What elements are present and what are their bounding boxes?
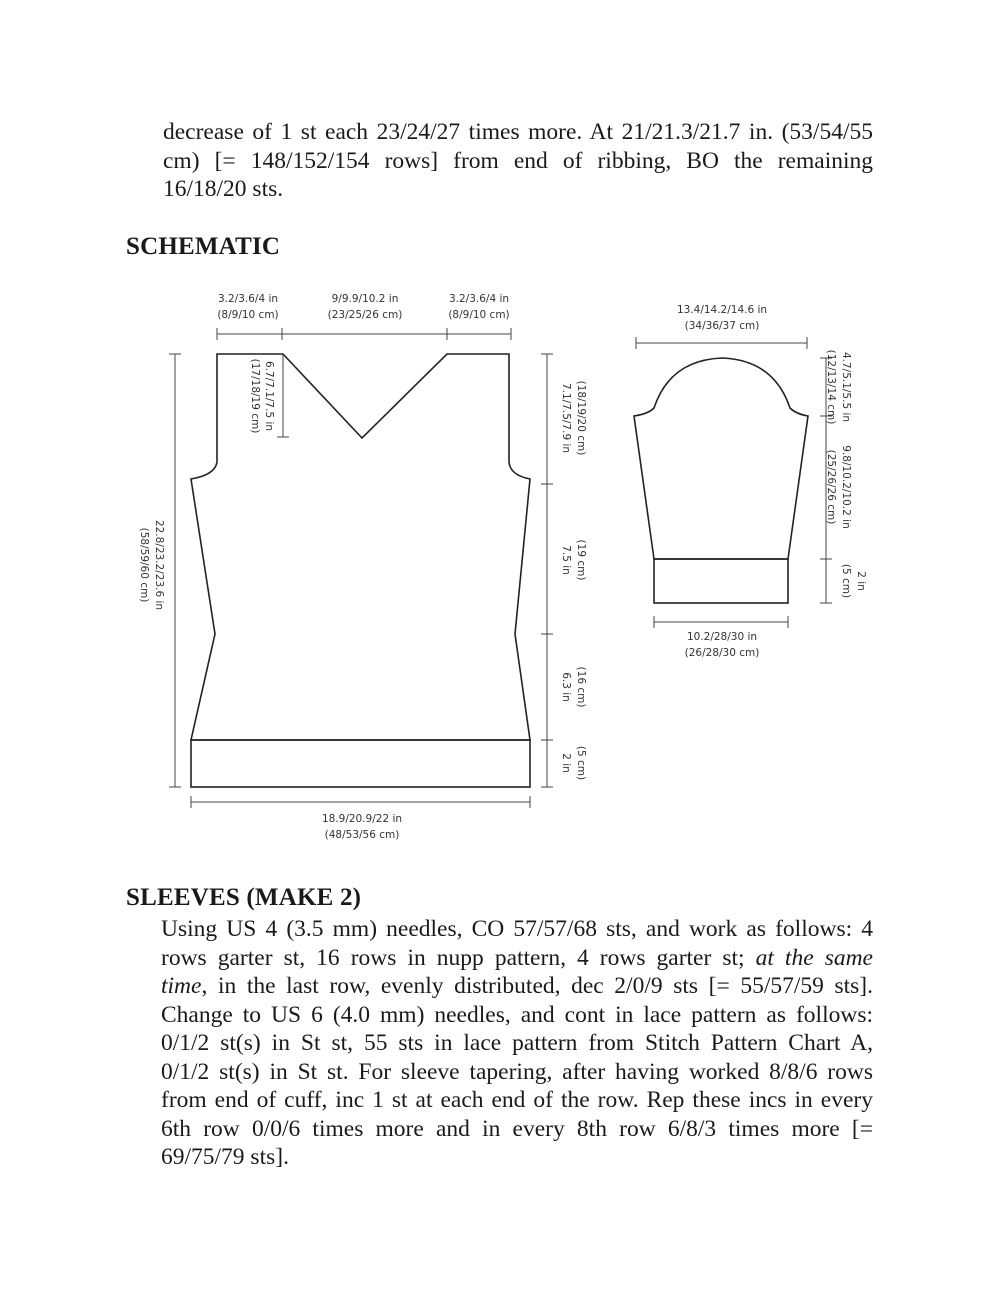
label-ribbing-cm: (5 cm) — [575, 745, 587, 781]
schematic-figure — [0, 280, 1000, 880]
text-line: 0/1/2 st(s) in St st, 55 sts in lace pattern from Stitch Pattern Chart A, — [161, 1030, 873, 1056]
body-ribbing — [191, 740, 530, 787]
text-line: Change to US 6 (4.0 mm) needles, and cont in lace pattern as follows: — [161, 1001, 873, 1028]
sleeves-heading: SLEEVES (MAKE 2) — [126, 884, 362, 911]
label-top-left-in: 3.2/3.6/4 in — [217, 293, 279, 305]
text-line: Using US 4 (3.5 mm) needles, CO 57/57/68 sts, and work as follows: 4 — [161, 916, 873, 942]
label-lower-body-in: 6.3 in — [560, 672, 572, 702]
label-bottom-width-cm: (48/53/56 cm) — [324, 829, 400, 841]
body-top-dimension — [217, 293, 511, 340]
label-sleeve-top-cm: (34/36/37 cm) — [684, 320, 760, 332]
label-sleeve-bottom-cm: (26/28/30 cm) — [684, 647, 760, 659]
label-top-center-cm: (23/25/26 cm) — [327, 309, 403, 321]
label-top-left-cm: (8/9/10 cm) — [217, 309, 279, 321]
label-bottom-width-in: 18.9/20.9/22 in — [321, 813, 403, 825]
neck-depth-dimension — [249, 354, 289, 437]
text-line: 6th row 0/0/6 times more and in every 8th row 6/8/3 times more [= — [161, 1115, 873, 1142]
label-upper-body-cm: (19 cm) — [575, 539, 587, 581]
italic-text: at the same — [755, 944, 873, 971]
label-sleeve-top-in: 13.4/14.2/14.6 in — [676, 304, 768, 316]
label-sleeve-length-in: 9.8/10.2/10.2 in — [840, 445, 852, 529]
label-sleeve-cuff-in: 2 in — [855, 571, 867, 591]
total-length-dimension — [138, 354, 181, 787]
sleeve-outline — [634, 358, 808, 559]
text-line — [161, 944, 873, 973]
schematic-heading: SCHEMATIC — [126, 233, 281, 260]
label-sleeve-bottom-in: 10.2/28/30 in — [686, 631, 758, 643]
label-sleeve-cap-in: 4.7/5.1/5.5 in — [840, 351, 852, 423]
text-line — [161, 972, 873, 1001]
text-span: rows garter st, 16 rows in nupp pattern, 4 rows garter st; — [161, 944, 756, 971]
text-span: , in the last row, evenly distributed, dec 2/0/9 sts [= 55/57/59 sts]. — [201, 973, 873, 999]
label-total-length-in: 22.8/23.2/23.6 in — [153, 519, 165, 611]
text-line: cm) [= 148/152/154 rows] from end of ribbing, BO the remaining — [163, 147, 873, 174]
text-line: 69/75/79 sts]. — [161, 1144, 289, 1170]
sleeves-paragraph — [161, 915, 873, 1172]
label-sleeve-length-cm: (25/26/26 cm) — [825, 449, 837, 525]
intro-paragraph — [163, 118, 873, 204]
label-upper-body-in: 7.5 in — [560, 545, 572, 575]
italic-text: time — [161, 973, 202, 999]
sleeve-cuff — [654, 559, 788, 603]
sleeve-bottom-dimension — [654, 616, 788, 659]
label-top-right-in: 3.2/3.6/4 in — [448, 293, 510, 305]
text-line: 16/18/20 sts. — [163, 176, 284, 202]
body-outline — [191, 354, 530, 740]
text-line: 0/1/2 st(s) in St st. For sleeve tapering, after having worked 8/8/6 rows — [161, 1058, 873, 1085]
body-right-dimensions — [541, 354, 587, 787]
label-ribbing-in: 2 in — [560, 753, 572, 773]
text-line: from end of cuff, inc 1 st at each end of the row. Rep these incs in every — [161, 1087, 873, 1113]
label-neck-depth-cm: (17/18/19 cm) — [249, 358, 261, 434]
label-top-center-in: 9/9.9/10.2 in — [331, 293, 399, 305]
label-total-length-cm: (58/59/60 cm) — [138, 527, 150, 603]
sleeve-top-dimension — [636, 304, 807, 349]
label-neck-depth-in: 6.7/7.1/7.5 in — [263, 360, 275, 432]
label-lower-body-cm: (16 cm) — [575, 666, 587, 708]
text-line: decrease of 1 st each 23/24/27 times more. At 21/21.3/21.7 in. (53/54/55 — [163, 119, 873, 145]
label-top-right-cm: (8/9/10 cm) — [448, 309, 510, 321]
label-sleeve-cuff-cm: (5 cm) — [840, 563, 852, 599]
label-armhole-cm: (18/19/20 cm) — [575, 380, 587, 456]
label-sleeve-cap-cm: (12/13/14 cm) — [825, 349, 837, 425]
body-bottom-dimension — [191, 796, 530, 841]
sleeve-right-dimensions — [820, 350, 867, 603]
label-armhole-in: 7.1/7.5/7.9 in — [560, 382, 572, 454]
